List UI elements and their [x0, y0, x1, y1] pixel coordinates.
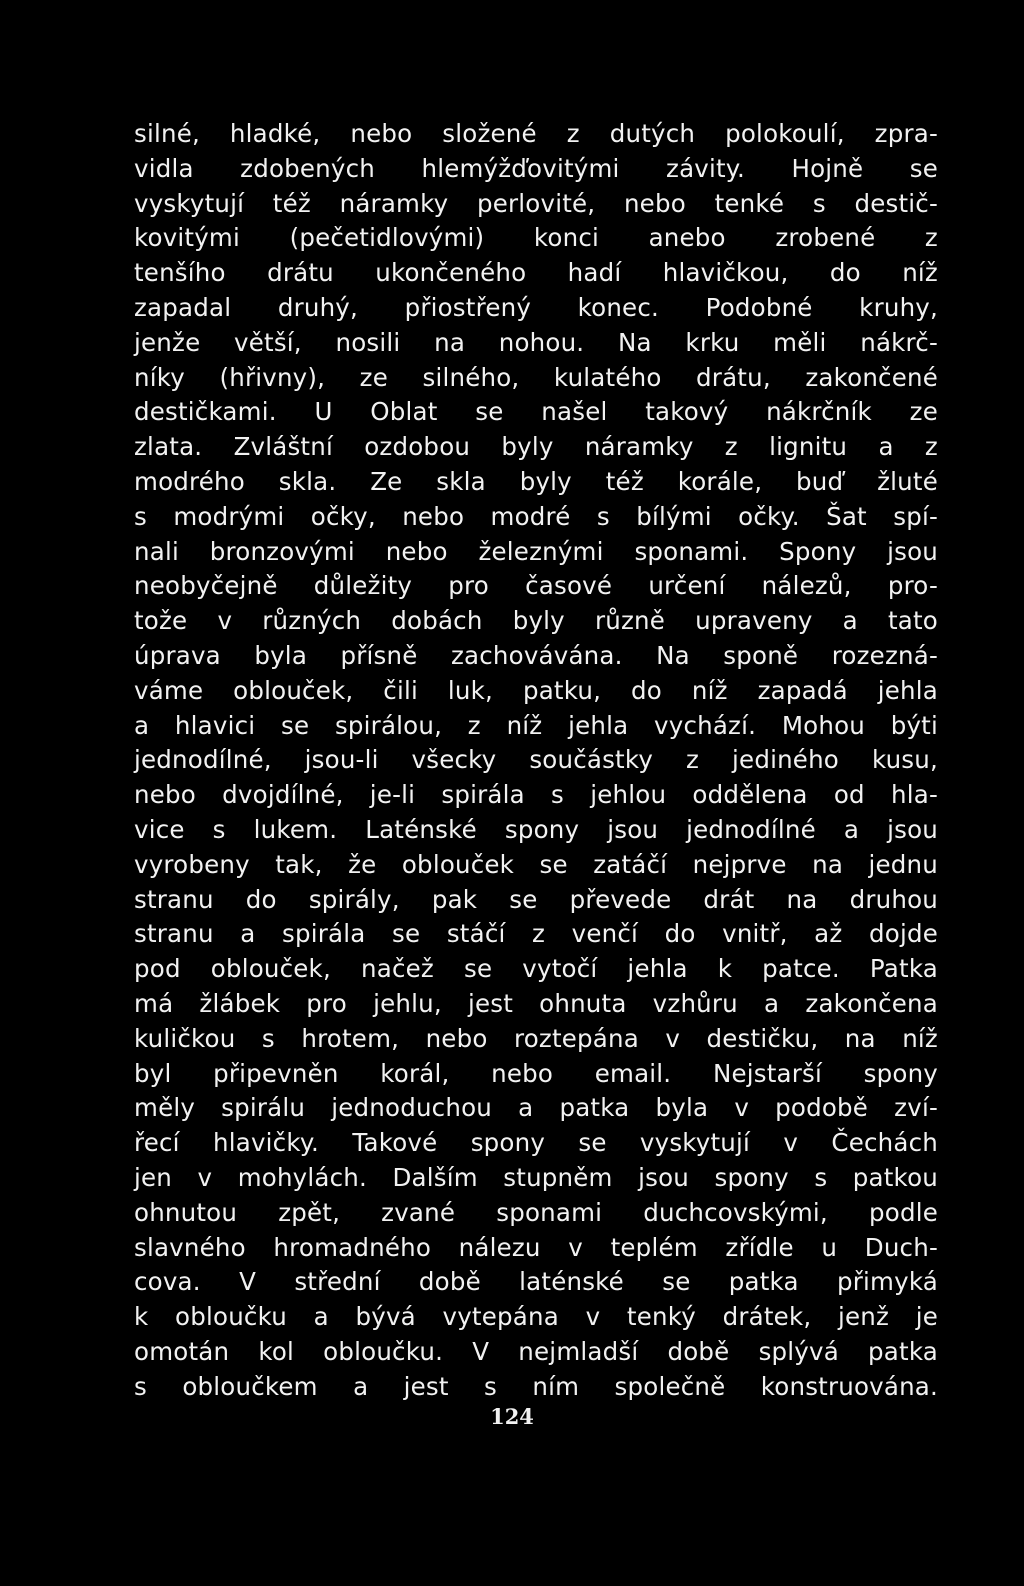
text-line-29: měly spirálu jednoduchou a patka byla v podobě zví-	[134, 1093, 938, 1123]
text-line-20: nebo dvojdílné, je-li spirála s jehlou oddělena od hla-	[134, 780, 938, 810]
text-line-12: s modrými očky, nebo modré s bílými očky. Šat spí-	[134, 501, 938, 531]
text-line-14: neobyčejně důležity pro časové určení nálezů, pro-	[134, 571, 938, 601]
text-line-5: tenšího drátu ukončeného hadí hlavičkou, do níž	[134, 258, 938, 288]
page-number: 124	[490, 1404, 534, 1429]
text-line-36: omotán kol obloučku. V nejmladší době splývá patka	[134, 1336, 938, 1366]
text-line-34: cova. V střední době laténské se patka přimyká	[134, 1267, 938, 1297]
text-line-19: jednodílné, jsou-li všecky součástky z jediného kusu,	[134, 745, 938, 775]
text-line-18: a hlavici se spirálou, z níž jehla vychází. Mohou býti	[134, 710, 938, 740]
text-line-10: zlata. Zvláštní ozdobou byly náramky z lignitu a z	[134, 432, 938, 462]
text-line-21: vice s lukem. Laténské spony jsou jednodílné a jsou	[134, 814, 938, 844]
text-line-3: vyskytují též náramky perlovité, nebo tenké s destič-	[134, 188, 938, 218]
text-line-30: řecí hlavičky. Takové spony se vyskytují v Čechách	[134, 1128, 938, 1158]
text-line-6: zapadal druhý, přiostřený konec. Podobné kruhy,	[134, 292, 938, 322]
text-line-32: ohnutou zpět, zvané sponami duchcovskými, podle	[134, 1197, 938, 1227]
text-line-33: slavného hromadného nálezu v teplém zřídle u Duch-	[134, 1232, 938, 1262]
text-line-35: k oblоučku a bývá vytepána v tenký drátek, jenž je	[134, 1302, 938, 1332]
text-line-22: vyrobeny tak, že oblouček se zatáčí nejprve na jednu	[134, 849, 938, 879]
text-line-13: nali bronzovými nebo železnými sponami. Spony jsou	[134, 536, 938, 566]
text-line-26: má žlábek pro jehlu, jest ohnuta vzhůru a zakončena	[134, 988, 938, 1018]
text-line-2: vidla zdobených hlemýžďovitými závity. Hojně se	[134, 153, 938, 183]
text-line-9: destičkami. U Oblat se našel takový nákrčník ze	[134, 397, 938, 427]
text-line-4: kovitými (pečetidlovými) konci anebo zrobené z	[134, 223, 938, 253]
text-line-37: s obloučkem a jest s ním společně konstruována.	[134, 1371, 938, 1401]
text-line-31: jen v mohylách. Dalším stupněm jsou spony s patkou	[134, 1162, 938, 1192]
text-line-15: tože v různých dobách byly různě upraveny a tato	[134, 606, 938, 636]
text-line-27: kuličkou s hrotem, nebo roztepána v destičku, na níž	[134, 1023, 938, 1053]
text-line-1: silné, hladké, nebo složené z dutých polokoulí, zpra-	[134, 119, 938, 148]
text-line-16: úprava byla přísně zachovávána. Na sponě rozezná-	[134, 640, 938, 670]
text-line-28: byl připevněn korál, nebo email. Nejstarší spony	[134, 1058, 938, 1088]
text-line-24: stranu a spirála se stáčí z venčí do vnitř, až dojde	[134, 919, 938, 949]
text-line-7: jenže větší, nosili na nohou. Na krku měli nákrč-	[134, 327, 938, 357]
text-line-23: stranu do spirály, pak se převede drát na druhou	[134, 884, 938, 914]
text-line-17: váme oblouček, čili luk, patku, do níž zapadá jehla	[134, 675, 938, 705]
body-text	[134, 117, 938, 1404]
text-line-25: pod oblouček, načež se vytočí jehla k patce. Patka	[134, 954, 938, 984]
text-line-11: modrého skla. Ze skla byly též korále, buď žluté	[134, 466, 938, 496]
text-line-8: níky (hřivny), ze silného, kulatého drátu, zakončené	[134, 362, 938, 392]
